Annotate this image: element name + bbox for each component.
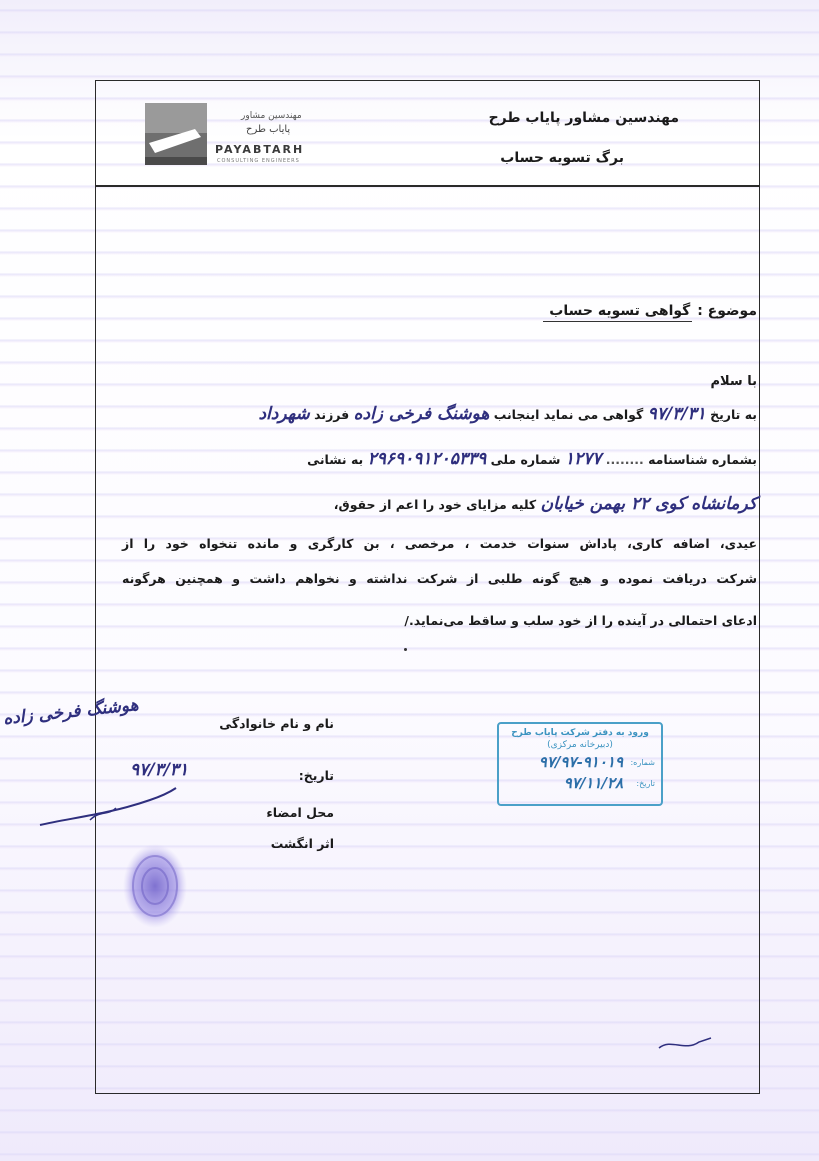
thumbprint-label: اثر انگشت (270, 836, 334, 851)
text-date-prefix: به تاریخ (710, 407, 757, 422)
stamp-number-row (505, 753, 655, 771)
ink-dot (404, 648, 407, 651)
text-certifies: گواهی می نماید اینجانب (493, 407, 644, 422)
body-line-4: عیدی، اضافه کاری، پاداش سنوات خدمت ، مرخصی ، بن کارگری و مانده تنخواه خود را از (122, 536, 757, 551)
handwritten-date: ۹۷/۳/۳۱ (647, 404, 706, 424)
company-name: مهندسین مشاور پایاب طرح (488, 110, 679, 126)
subject-line (543, 303, 757, 319)
fingerprint-icon (120, 842, 190, 930)
stamp-title: ورود به دفتر شرکت پایاب طرح (511, 728, 649, 738)
stamp-date-value: ۹۷/۱۱/۲۸ (563, 774, 623, 792)
document-frame (95, 80, 760, 1094)
handwritten-full-name: هوشنگ فرخی زاده (353, 404, 490, 424)
company-logo (145, 103, 345, 173)
form-title: برگ تسویه حساب (500, 150, 624, 166)
handwritten-national-id: ۲۹۶۹۰۹۱۲۰۵۳۳۹ (367, 449, 487, 469)
handwritten-id-number: ۱۲۷۷ (564, 449, 602, 469)
logo-english-subtitle: CONSULTING ENGINEERS (217, 158, 300, 164)
signature-place-label: محل امضاء (266, 805, 334, 820)
logo-persian-line2: پایاب طرح (246, 124, 291, 135)
header-divider (95, 185, 760, 187)
text-national-id-label: شماره ملی (490, 452, 561, 467)
body-line-1 (122, 404, 757, 424)
pen-mark-icon (655, 1030, 715, 1060)
name-label: نام و نام خانوادگی (219, 716, 334, 731)
body-line-5: شرکت دریافت نموده و هیچ گونه طلبی از شرکت نداشته و نخواهم داشت و همچنین هرگونه (122, 571, 757, 586)
body-line-2 (122, 449, 757, 469)
signature-icon (30, 770, 180, 840)
handwritten-address: کرمانشاه کوی ۲۲ بهمن خیابان (540, 494, 757, 514)
text-address-label: به نشانی (307, 452, 364, 467)
dotted-filler: ........ (605, 452, 644, 467)
stamp-number-label: شماره: (630, 757, 655, 767)
subject-label: موضوع : (697, 303, 757, 319)
logo-persian-line1: مهندسین مشاور (241, 111, 302, 121)
text-id-number-label: بشماره شناسنامه (648, 452, 757, 467)
text-benefits: کلیه مزایای خود را اعم از حقوق، (333, 497, 537, 512)
subject-value: گواهی تسویه حساب (543, 303, 692, 322)
received-stamp (497, 722, 663, 806)
body-line-6: ادعای احتمالی در آینده را از خود سلب و ساقط می‌نماید./ (404, 613, 757, 628)
stamp-date-label: تاریخ: (636, 778, 655, 788)
stamp-date-row (505, 774, 655, 792)
handwritten-father-name: شهرداد (258, 404, 310, 424)
handwritten-signer-name: هوشنگ فرخی زاده (2, 694, 140, 730)
text-child-of: فرزند (314, 407, 350, 422)
payabtarh-logo-icon (145, 103, 207, 165)
logo-english-name: PAYABTARH (215, 143, 305, 156)
stamp-number-value: ۹۷/۹۷-۹۱۰۱۹ (538, 753, 623, 771)
stamp-subtitle: (دبیرخانه مرکزی) (547, 740, 613, 750)
date-label: تاریخ: (298, 768, 334, 783)
greeting: با سلام (710, 374, 757, 389)
body-line-3 (122, 494, 757, 514)
handwritten-sign-date: ۹۷/۳/۳۱ (130, 760, 189, 780)
